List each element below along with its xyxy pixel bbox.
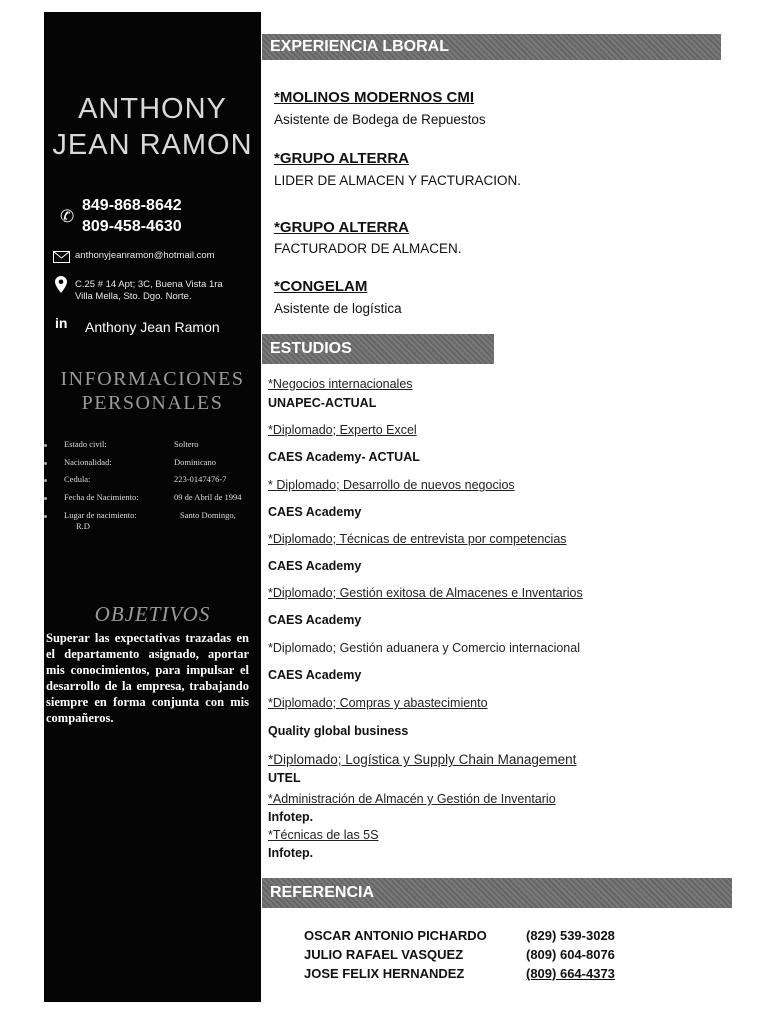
reference-name: JOSE FELIX HERNANDEZ [304, 966, 465, 981]
institution: UTEL [268, 771, 301, 785]
reference-name: OSCAR ANTONIO PICHARDO [304, 928, 487, 943]
objectives-title: OBJETIVOS [94, 602, 211, 626]
institution: Quality global business [268, 724, 409, 738]
phone-1[interactable]: 849-868-8642 [82, 197, 182, 214]
reference-name: JULIO RAFAEL VASQUEZ [304, 947, 464, 962]
institution: CAES Academy [268, 668, 362, 682]
bullet-icon [44, 497, 47, 500]
pi-label: Lugar de nacimiento: [64, 510, 137, 520]
sidebar [44, 12, 261, 1002]
phone-2[interactable]: 809-458-4630 [82, 218, 182, 235]
name-line-2: JEAN RAMON [52, 129, 253, 161]
email[interactable]: anthonyjeanramon@hotmail.com [75, 250, 215, 261]
pi-value: 09 de Abril de 1994 [174, 492, 242, 502]
personal-info-title-2: PERSONALES [81, 392, 224, 414]
job-role: Asistente de Bodega de Repuestos [274, 112, 486, 127]
pi-value: Soltero [174, 439, 199, 449]
objectives-text: Superar las expectativas trazadas en el departamento asignado, aportar mis conocimientos, para impulsar el desarrollo de la empresa, trabajando siempre en forma conjunta con mis compañeros. [46, 631, 249, 725]
institution: CAES Academy [268, 559, 362, 573]
institution: CAES Academy [268, 505, 362, 519]
course: *Diplomado; Gestión aduanera y Comercio internacional [268, 641, 580, 655]
job-role: Asistente de logística [274, 301, 402, 316]
course: *Diplomado; Técnicas de entrevista por competencias [268, 532, 567, 546]
phone-numbers [82, 195, 182, 237]
course: *Negocios internacionales [268, 377, 413, 391]
job-company: *CONGELAM [274, 278, 368, 295]
address-line-1: C.25 # 14 Apt; 3C, Buena Vista 1ra [75, 279, 223, 290]
phone-icon: ✆ [60, 207, 75, 226]
section-header-education: ESTUDIOS [262, 334, 494, 364]
bullet-icon [44, 479, 47, 482]
bullet-icon [44, 462, 47, 465]
address [75, 279, 223, 303]
institution: Infotep. [268, 846, 314, 860]
institution: CAES Academy- ACTUAL [268, 450, 420, 464]
job-company: *MOLINOS MODERNOS CMI [274, 89, 475, 106]
linkedin-name[interactable]: Anthony Jean Ramon [85, 319, 220, 335]
pi-label: Estado civil: [64, 439, 107, 449]
pi-label: Fecha de Nacimiento: [64, 492, 139, 502]
section-header-experience: EXPERIENCIA LBORAL [262, 34, 721, 60]
job-company: *GRUPO ALTERRA [274, 219, 409, 236]
mail-icon [53, 250, 70, 268]
course: *Administración de Almacén y Gestión de Inventario [268, 792, 556, 806]
pi-value: Dominicano [174, 457, 217, 467]
job-company: *GRUPO ALTERRA [274, 150, 409, 167]
course: *Técnicas de las 5S [268, 828, 379, 842]
pi-value-cont: R.D [76, 521, 90, 531]
course: * Diplomado; Desarrollo de nuevos negocios [268, 478, 515, 492]
reference-phone: (809) 664-4373 [526, 966, 615, 981]
institution: CAES Academy [268, 613, 362, 627]
institution: Infotep. [268, 810, 314, 824]
course: *Diplomado; Logística y Supply Chain Management [268, 752, 577, 767]
institution: UNAPEC-ACTUAL [268, 396, 377, 410]
job-role: LIDER DE ALMACEN Y FACTURACION. [274, 173, 522, 188]
name-line-1: ANTHONY [78, 93, 227, 125]
location-pin-icon [55, 276, 67, 298]
address-line-2: Villa Mella, Sto. Dgo. Norte. [75, 291, 192, 302]
job-role: FACTURADOR DE ALMACEN. [274, 241, 462, 256]
bullet-icon [44, 444, 47, 447]
personal-info-title-1: INFORMACIONES [60, 368, 245, 390]
course: *Diplomado; Gestión exitosa de Almacenes e Inventarios [268, 586, 583, 600]
section-header-references: REFERENCIA [262, 878, 732, 908]
linkedin-icon: in [55, 315, 68, 331]
course: *Diplomado; Experto Excel [268, 423, 417, 437]
pi-value: Santo Domingo, [180, 510, 236, 520]
pi-label: Nacionalidad: [64, 457, 112, 467]
pi-label: Cedula: [64, 474, 91, 484]
reference-phone: (809) 604-8076 [526, 947, 615, 962]
reference-phone: (829) 539-3028 [526, 928, 615, 943]
course: *Diplomado; Compras y abastecimiento [268, 696, 488, 710]
pi-value: 223-0147476-7 [174, 474, 227, 484]
bullet-icon [44, 515, 47, 518]
